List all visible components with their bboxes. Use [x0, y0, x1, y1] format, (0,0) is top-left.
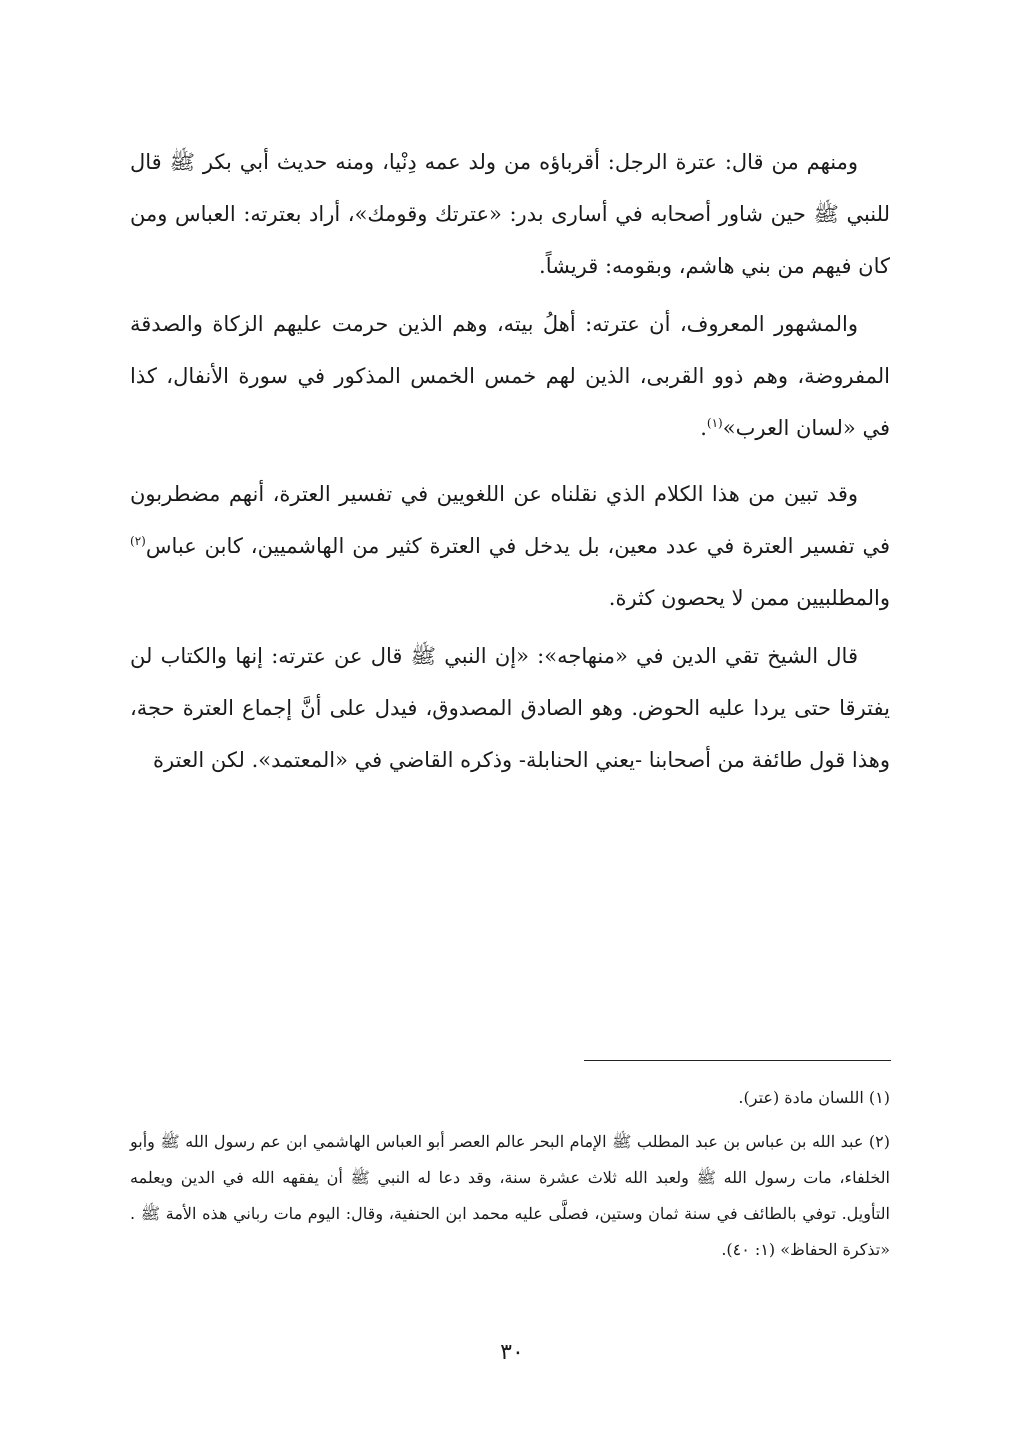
paragraph-2-text: والمشهور المعروف، أن عترته: أهلُ بيته، وهم الذين حرمت عليهم الزكاة والصدقة المفروضة، وهم ذوو القربى، الذين لهم خمس الخمس المذكور في سورة الأنفال، كذا في «لسان العرب»	[130, 312, 890, 440]
footnote-2: (٢) عبد الله بن عباس بن عبد المطلب ﷺ الإمام البحر عالم العصر أبو العباس الهاشمي ابن عم رسول الله ﷺ وأبو الخلفاء، مات رسول الله ﷺ ولعبد الله ثلاث عشرة سنة، وقد دعا له النبي ﷺ أن يفقهه الله في الدين ويعلمه التأويل. توفي بالطائف في سنة ثمان وستين، فصلَّى عليه محمد ابن الحنفية، وقال: اليوم مات رباني هذه الأمة ﷺ . «تذكرة الحفاظ» (١: ٤٠).	[130, 1132, 890, 1259]
paragraph-4	[130, 630, 890, 786]
paragraph-1	[130, 136, 890, 292]
footnote-ref-2: (٢)	[130, 534, 146, 548]
paragraph-3-tail: والمطلبيين ممن لا يحصون كثرة.	[608, 586, 890, 610]
footnote-ref-1: (١)	[706, 416, 723, 430]
main-text	[130, 136, 890, 792]
paragraph-4-text: قال الشيخ تقي الدين في «منهاجه»: «إن النبي ﷺ قال عن عترته: إنها والكتاب لن يفترقا حتى يردا عليه الحوض. وهو الصادق المصدوق، فيدل على أنَّ إجماع العترة حجة، وهذا قول طائفة من أصحابنا -يعني الحنابلة- وذكره القاضي في «المعتمد». لكن العترة	[130, 644, 890, 772]
paragraph-2	[130, 298, 890, 454]
footnotes	[130, 1080, 890, 1270]
paragraph-1-text: ومنهم من قال: عترة الرجل: أقرباؤه من ولد عمه دِنْيا، ومنه حديث أبي بكر ﷺ قال للنبي ﷺ حين شاور أصحابه في أسارى بدر: «عترتك وقومك»، أراد بعترته: العباس ومن كان فيهم من بني هاشم، وبقومه: قريشاً.	[130, 150, 890, 278]
footnote-separator	[584, 1060, 891, 1061]
paragraph-3-text: وقد تبين من هذا الكلام الذي نقلناه عن اللغويين في تفسير العترة، أنهم مضطربون في تفسير العترة في عدد معين، بل يدخل في العترة كثير من الهاشميين، كابن عباس	[130, 482, 890, 558]
page-number: ٣٠	[500, 1340, 524, 1365]
footnote-1: (١) اللسان مادة (عتر).	[738, 1088, 890, 1107]
paragraph-2-tail: .	[700, 416, 707, 440]
paragraph-3	[130, 468, 890, 624]
